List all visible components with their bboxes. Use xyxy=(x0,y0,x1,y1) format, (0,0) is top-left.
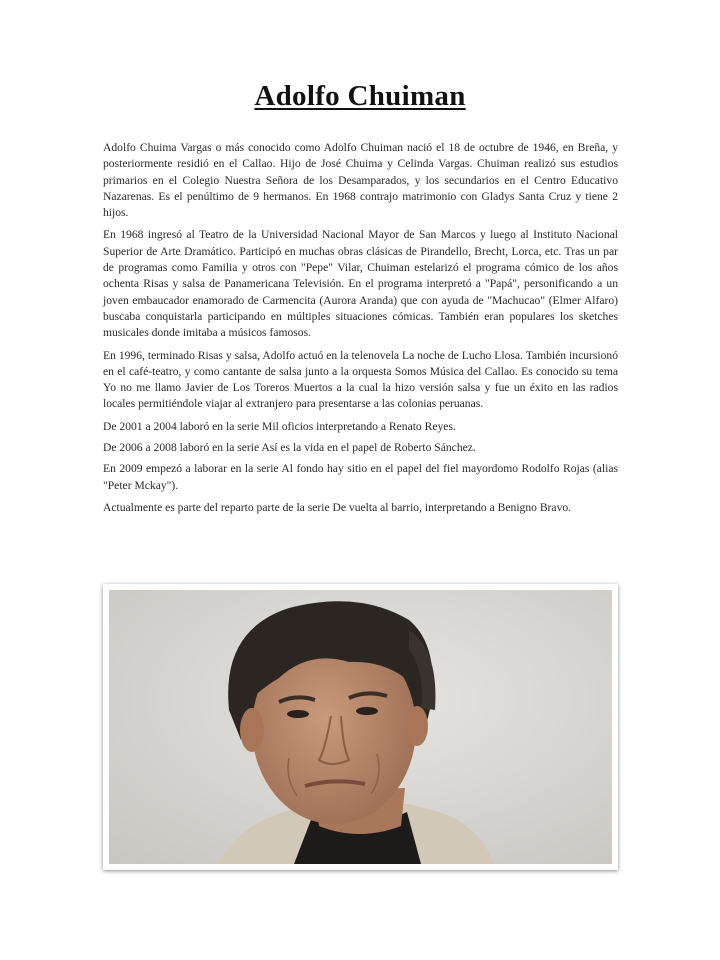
page-title-text: Adolfo Chuiman xyxy=(254,80,466,112)
paragraph-asi-es-la-vida: De 2006 a 2008 laboró en la serie Así es la vida en el papel de Roberto Sánchez. xyxy=(103,441,476,455)
paragraph-de-vuelta-al-barrio: Actualmente es parte del reparto parte de la serie De vuelta al barrio, interpretando a Benigno Bravo. xyxy=(103,500,572,514)
ear-right xyxy=(406,706,428,746)
paragraph-mil-oficios: De 2001 a 2004 laboró en la serie Mil oficios interpretando a Renato Reyes. xyxy=(103,419,456,433)
paragraph-1996: En 1996, terminado Risas y salsa, Adolfo actuó en la telenovela La noche de Lucho Llosa. También incursionó en el café-teatro, y como cantante de salsa junto a la orquesta Somos Música del Callao. Es conocido su tema Yo no me llamo Javier de Los Toreros Muertos a la cual la hizo versión salsa y fue un éxito en las radios locales permitiéndole viajar al extranjero para presentarse a las colonias peruanas. xyxy=(103,348,618,411)
ear-left xyxy=(240,708,264,752)
biography-text xyxy=(103,140,618,522)
eye-left xyxy=(287,710,309,718)
eye-right xyxy=(356,707,378,715)
paragraph-al-fondo-hay-sitio: En 2009 empezó a laborar en la serie Al fondo hay sitio en el papel del fiel mayordomo Rodolfo Rojas (alias "Peter Mckay"). xyxy=(103,462,618,492)
paragraph-intro: Adolfo Chuima Vargas o más conocido como Adolfo Chuiman nació el 18 de octubre de 1946, en Breña, y posteriormente residió en el Callao. Hijo de José Chuima y Celinda Vargas. Chuiman realizó sus estudios primarios en el Colegio Nuestra Señora de los Desamparados, y los secundarios en el Centro Educativo Nazarenas. Es el penúltimo de 9 hermanos. En 1968 contrajo matrimonio con Gladys Santa Cruz y tiene 2 hijos. xyxy=(103,141,618,220)
portrait-photo xyxy=(109,590,612,864)
portrait-photo-frame xyxy=(103,584,618,870)
paragraph-theatre: En 1968 ingresó al Teatro de la Universidad Nacional Mayor de San Marcos y luego al Instituto Nacional Superior de Arte Dramático. Participó en muchas obras clásicas de Pirandello, Brecht, Lorca, etc. Tras un par de programas como Familia y otros con "Pepe" Vilar, Chuiman estelarizó el programa cómico de los años ochenta Risas y salsa de Panamericana Televisión. En el programa interpretó a "Papá", personificando a un joven embaucador enamorado de Carmencita (Aurora Aranda) que con ayuda de "Machucao" (Elmer Alfaro) buscaba conquistarla participando en múltiples situaciones cómicas. También eran populares los sketches musicales donde imitaba a músicos famosos. xyxy=(103,228,618,340)
page-title xyxy=(0,80,720,113)
